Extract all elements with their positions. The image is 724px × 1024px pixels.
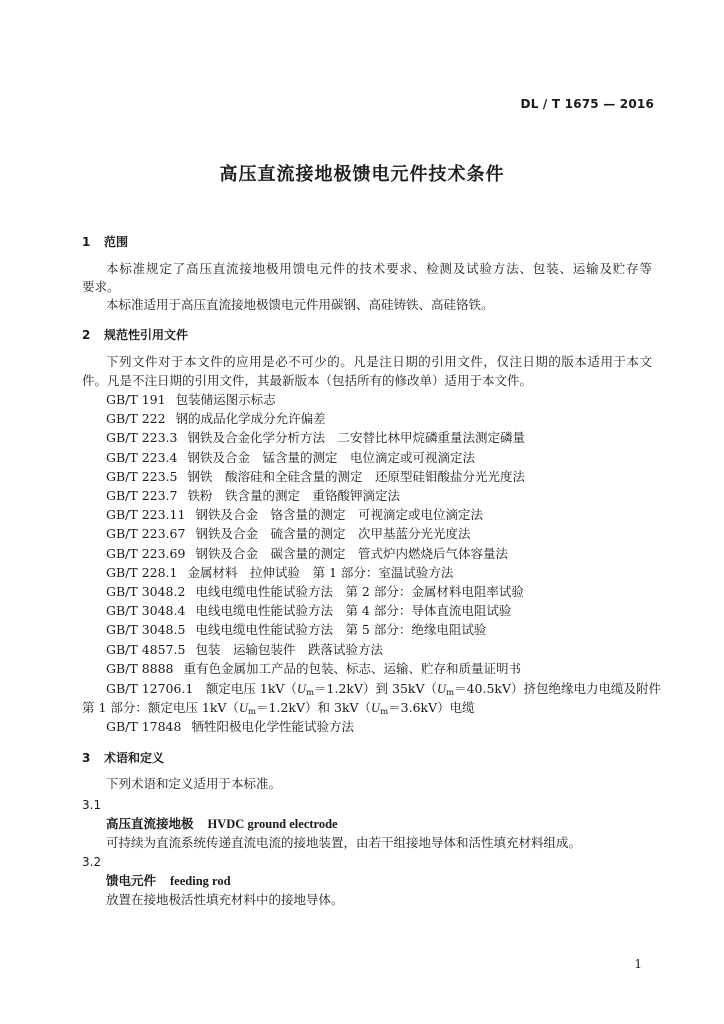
reference-code: GB/T 191 <box>106 392 166 407</box>
reference-title: 钢铁及合金化学分析方法 二安替比林甲烷磷重量法测定磷量 <box>187 430 525 446</box>
reference-code: GB/T 223.67 <box>106 526 186 542</box>
reference-item <box>106 620 486 640</box>
reference-title: 钢铁及合金 锰含量的测定 电位滴定或可视滴定法 <box>187 449 475 465</box>
reference-code: GB/T 222 <box>106 411 166 427</box>
paragraph: 本标准规定了高压直流接地极用馈电元件的技术要求、检测及试验方法、包装、运输及贮存等 <box>106 261 652 276</box>
paragraph: 要求。 <box>82 279 120 294</box>
reference-item-continued: 第 1 部分：额定电压 $1kV(U_m=1.2kV)$和 $3kV(U_m=3.6kV)$电缆 <box>82 700 475 717</box>
paragraph: 本标准适用于高压直流接地极馈电元件用碳钢、高硅铸铁、高硅铬铁。 <box>106 297 494 312</box>
reference-item: GB/T 12706.1 额定电压 $1kV(U_m=1.2kV)$到 $35kV(U_m=40.5kV)$挤包绝缘电力电缆及附件 <box>106 681 662 698</box>
reference-title: 电线电缆电性能试验方法 第 2 部分：金属材料电阻率试验 <box>195 584 524 599</box>
paragraph: 件。凡是不注日期的引用文件，其最新版本（包括所有的修改单）适用于本文件。 <box>82 373 533 388</box>
reference-code: GB/T 3048.5 <box>106 622 186 638</box>
reference-code: GB/T 4857.5 <box>106 641 186 657</box>
standard-code: DL / T 1675 — 2016 <box>520 97 654 111</box>
reference-item <box>106 409 326 429</box>
term-heading: 高压直流接地极 HVDC ground electrode <box>106 816 338 831</box>
reference-code: GB/T 228.1 <box>106 564 178 580</box>
reference-title: 电线电缆电性能试验方法 第 4 部分：导体直流电阻试验 <box>195 603 512 619</box>
section-2-heading <box>82 325 188 345</box>
reference-title: 钢铁 酸溶硅和全硅含量的测定 还原型硅钼酸盐分光光度法 <box>187 468 525 484</box>
reference-item <box>106 544 508 564</box>
reference-title: 钢铁及合金 硫含量的测定 次甲基蓝分光光度法 <box>195 526 471 542</box>
reference-code: GB/T 223.7 <box>106 488 178 503</box>
section-3-heading <box>82 748 164 768</box>
reference-item <box>106 524 470 544</box>
reference-item <box>106 505 483 525</box>
reference-item: GB/T 17848 牺牲阳极电化学性能试验方法 <box>106 719 354 734</box>
reference-item <box>106 563 453 583</box>
reference-title: 包装储运图示标志 <box>175 392 276 407</box>
reference-item <box>106 601 511 621</box>
reference-title: 电线电缆电性能试验方法 第 5 部分：绝缘电阻试验 <box>195 622 487 638</box>
document-title: 高压直流接地极馈电元件技术条件 <box>219 164 505 185</box>
section-number: 1 <box>82 235 91 249</box>
reference-title: 钢的成品化学成分允许偏差 <box>175 411 326 427</box>
reference-title: 铁粉 铁含量的测定 重铬酸钾滴定法 <box>187 488 400 503</box>
reference-code: GB/T 3048.4 <box>106 603 186 619</box>
paragraph: 下列术语和定义适用于本标准。 <box>106 776 282 791</box>
reference-item <box>106 582 524 602</box>
reference-code: GB/T 223.69 <box>106 545 186 561</box>
page-number: 1 <box>634 957 642 971</box>
section-title: 范围 <box>104 235 129 249</box>
section-number: 3 <box>82 751 91 765</box>
reference-title: 重有色金属加工产品的包装、标志、运输、贮存和质量证明书 <box>183 660 522 676</box>
term-number: 3.2 <box>82 855 102 869</box>
reference-item <box>106 467 525 487</box>
reference-item <box>106 428 525 448</box>
reference-item <box>106 390 276 410</box>
reference-code: GB/T 8888 <box>106 660 174 676</box>
section-title: 术语和定义 <box>104 751 165 765</box>
reference-code: GB/T 3048.2 <box>106 584 186 599</box>
term-heading: 馈电元件 feeding rod <box>106 873 231 888</box>
term-definition: 放置在接地极活性填充材料中的接地导体。 <box>106 892 344 907</box>
term-number: 3.1 <box>82 798 102 812</box>
section-1-heading <box>82 232 128 252</box>
paragraph: 下列文件对于本文件的应用是必不可少的。凡是注日期的引用文件，仅注日期的版本适用于本文 <box>106 354 652 369</box>
reference-item <box>106 640 383 660</box>
reference-item <box>106 659 521 679</box>
reference-code: GB/T 223.11 <box>106 507 186 523</box>
reference-title: 钢铁及合金 铬含量的测定 可视滴定或电位滴定法 <box>195 507 483 523</box>
reference-item <box>106 486 400 506</box>
reference-code: GB/T 223.3 <box>106 430 178 446</box>
section-number: 2 <box>82 328 91 342</box>
reference-title: 包装 运输包装件 跌落试验方法 <box>195 641 383 657</box>
reference-code: GB/T 223.5 <box>106 468 178 484</box>
section-title: 规范性引用文件 <box>104 328 189 342</box>
reference-title: 钢铁及合金 碳含量的测定 管式炉内燃烧后气体容量法 <box>195 545 508 561</box>
reference-title: 金属材料 拉伸试验 第 1 部分：室温试验方法 <box>187 564 454 580</box>
reference-item <box>106 448 475 468</box>
reference-code: GB/T 223.4 <box>106 449 178 465</box>
term-definition: 可持续为直流系统传递直流电流的接地装置，由若干组接地导体和活性填充材料组成。 <box>106 835 582 850</box>
